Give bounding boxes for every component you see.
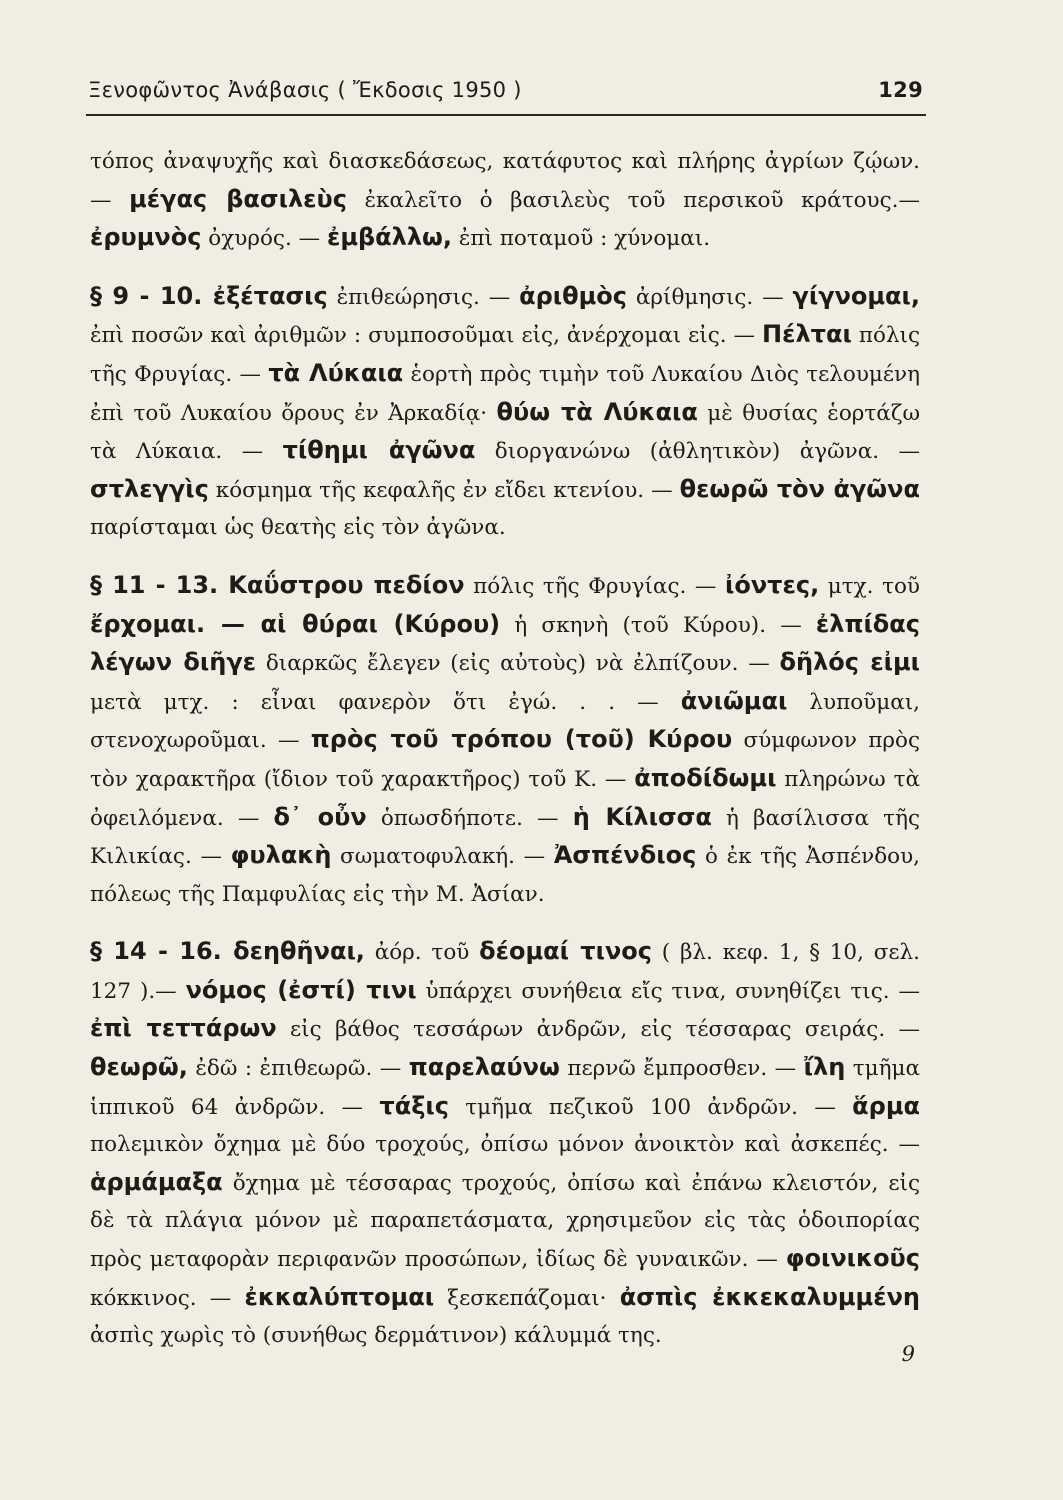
- lemma-term: ἀσπὶς ἐκκεκαλυμμένη: [619, 1282, 921, 1311]
- lemma-term: γίγνομαι,: [792, 281, 921, 310]
- gloss-text: λυποῦμαι, στενοχωροῦμαι. —: [90, 689, 920, 754]
- gloss-text: ὑπάρχει συνήθεια εἴς τινα, συνηθίζει τις. —: [416, 978, 920, 1004]
- gloss-text: ἐδῶ : ἐπιθεωρῶ. —: [187, 1056, 409, 1082]
- gloss-text: ἐπιθεώρησις. —: [327, 284, 520, 310]
- gloss-text: διαρκῶς ἔλεγεν (εἰς αὐτοὺς) νὰ ἐλπίζουν. —: [256, 651, 780, 677]
- lemma-term: Πέλται: [762, 320, 852, 349]
- lemma-term: τὰ Λύκαια: [268, 358, 404, 387]
- gloss-text: πόλις τῆς Φρυγίας. —: [90, 323, 920, 387]
- lemma-term: παρελαύνω: [408, 1053, 560, 1082]
- lemma-term: θεωρῶ τὸν ἀγῶνα: [679, 474, 921, 503]
- gloss-text: τόπος ἀναψυχῆς καὶ διασκεδάσεως, κατάφυτος καὶ πλήρης ἀγρίων ζῴων. —: [90, 149, 920, 213]
- gloss-text: εἰς βάθος τεσσάρων ἀνδρῶν, εἰς τέσσαρας σειράς. —: [276, 1017, 920, 1043]
- lemma-term: ἐκκαλύπτομαι: [244, 1282, 435, 1311]
- lemma-term: ἴλη: [803, 1053, 846, 1082]
- lemma-term: θεωρῶ,: [90, 1053, 188, 1082]
- gloss-text: μὲ θυσίας ἑορτάζω τὰ Λύκαια. —: [90, 400, 921, 465]
- printer-signature: 9: [901, 1342, 915, 1366]
- gloss-text: ἀόρ. τοῦ: [364, 940, 480, 966]
- gloss-text: ἑορτὴ πρὸς τιμὴν τοῦ Λυκαίου Διὸς τελουμένη ἐπὶ τοῦ Λυκαίου ὄρους ἐν Ἀρκαδίᾳ·: [90, 361, 920, 426]
- gloss-text: μτχ. τοῦ: [819, 573, 920, 599]
- lemma-term: θύω τὰ Λύκαια: [496, 397, 698, 426]
- lemma-term: νόμος (ἐστί) τινι: [185, 975, 417, 1004]
- paragraph: [90, 567, 920, 913]
- gloss-text: ( βλ. κεφ. 1, § 10, σελ. 127 ).—: [90, 940, 920, 1004]
- page-number: 129: [878, 78, 923, 102]
- gloss-text: παρίσταμαι ὡς θεατὴς εἰς τὸν ἀγῶνα.: [90, 515, 506, 541]
- lemma-term: ἐμβάλλω,: [326, 223, 453, 252]
- gloss-text: ἀρίθμησις. —: [627, 284, 793, 310]
- lemma-term: μέγας βασιλεὺς: [129, 184, 347, 213]
- lemma-term: § 11 - 13. Καΰστρου πεδίον: [90, 570, 465, 599]
- gloss-text: ἀσπὶς χωρὶς τὸ (συνήθως δερμάτινον) κάλυμμά της.: [90, 1323, 662, 1349]
- lemma-term: δ᾽ οὖν: [273, 802, 367, 831]
- lemma-term: § 9 - 10. ἐξέτασις: [90, 281, 328, 310]
- gloss-text: μετὰ μτχ. : εἶναι φανερὸν ὅτι ἐγώ. . . —: [90, 689, 681, 715]
- gloss-text: σύμφωνον πρὸς τὸν χαρακτῆρα (ἴδιον τοῦ χαρακτῆρος) τοῦ Κ. —: [90, 728, 920, 792]
- gloss-text: ἐπὶ ποσῶν καὶ ἀριθμῶν : συμποσοῦμαι εἰς, ἀνέρχομαι εἰς. —: [90, 323, 763, 349]
- gloss-text: διοργανώνω (ἀθλητικὸν) ἀγῶνα. —: [475, 439, 920, 465]
- lemma-term: δέομαί τινος: [479, 937, 653, 966]
- gloss-text: ὄχημα μὲ τέσσαρας τροχούς, ὀπίσω καὶ ἐπάνω κλειστόν, εἰς δὲ τὰ πλάγια μόνον μὲ παραπετάσματα, χρησιμεῦον εἰς τὰς ὁδοιπορίας πρὸς μεταφορὰν περιφανῶν προσώπων, ἰδίως δὲ γυναικῶν. —: [90, 1170, 920, 1273]
- lemma-term: ἐλπίδας λέγων διῆγε: [90, 609, 920, 677]
- lemma-term: ἀριθμὸς: [519, 281, 627, 310]
- lemma-term: ἐπὶ τεττάρων: [90, 1014, 277, 1043]
- gloss-text: ὁπωσδήποτε. —: [366, 805, 573, 831]
- gloss-text: πολεμικὸν ὄχημα μὲ δύο τροχούς, ὀπίσω μόνον ἀνοικτὸν καὶ ἀσκεπές. —: [90, 1132, 920, 1158]
- lemma-term: ἰόντες,: [724, 570, 820, 599]
- running-header: [88, 78, 923, 110]
- lemma-term: ἁρμάμαξα: [90, 1167, 223, 1196]
- lemma-term: ἔρχομαι. — αἱ θύραι (Κύρου): [90, 609, 501, 638]
- lemma-term: ἡ Κίλισσα: [572, 802, 712, 831]
- gloss-text: ἐκαλεῖτο ὁ βασιλεὺς τοῦ περσικοῦ κράτους.—: [346, 187, 920, 213]
- gloss-text: ξεσκεπάζομαι·: [434, 1285, 620, 1311]
- lemma-term: ἅρμα: [852, 1091, 920, 1120]
- gloss-text: ὁ ἐκ τῆς Ἀσπένδου, πόλεως τῆς Παμφυλίας εἰς τὴν Μ. Ἀσίαν.: [90, 844, 920, 907]
- paragraph: [90, 278, 920, 547]
- lemma-term: Ἀσπένδιος: [553, 841, 697, 870]
- running-title: Ξενοφῶντος Ἀνάβασις ( Ἔκδοσις 1950 ): [88, 78, 522, 102]
- lemma-term: § 14 - 16. δεηθῆναι,: [90, 937, 365, 966]
- gloss-text: κόσμημα τῆς κεφαλῆς ἐν εἴδει κτενίου. —: [208, 477, 680, 503]
- lemma-term: φοινικοῦς: [785, 1244, 920, 1273]
- lemma-term: πρὸς τοῦ τρόπου (τοῦ) Κύρου: [310, 725, 733, 754]
- lemma-term: στλεγγὶς: [90, 474, 209, 503]
- lemma-term: ἀποδίδωμι: [634, 763, 777, 792]
- lemma-term: τίθημι ἀγῶνα: [282, 436, 476, 465]
- gloss-text: ἡ σκηνὴ (τοῦ Κύρου). —: [500, 612, 816, 638]
- gloss-text: τμῆμα πεζικοῦ 100 ἀνδρῶν. —: [448, 1094, 853, 1120]
- header-rule: [86, 114, 926, 116]
- gloss-text: περνῶ ἔμπροσθεν. —: [559, 1056, 804, 1082]
- lemma-term: δῆλός εἰμι: [779, 648, 920, 677]
- gloss-text: ἡ βασίλισσα τῆς Κιλικίας. —: [90, 805, 920, 870]
- lemma-term: ἀνιῶμαι: [680, 686, 788, 715]
- gloss-text: πληρώνω τὰ ὀφειλόμενα. —: [90, 766, 920, 831]
- gloss-text: κόκκινος. —: [90, 1285, 245, 1311]
- gloss-text: τμῆμα ἱππικοῦ 64 ἀνδρῶν. —: [90, 1056, 920, 1120]
- paragraph: [90, 143, 920, 258]
- lemma-term: φυλακὴ: [230, 841, 332, 870]
- gloss-text: πόλις τῆς Φρυγίας. —: [464, 573, 725, 599]
- gloss-text: σωματοφυλακή. —: [331, 844, 554, 870]
- lemma-term: ἐρυμνὸς: [90, 223, 202, 252]
- commentary-text: [90, 143, 920, 1355]
- paragraph: [90, 933, 920, 1355]
- gloss-text: ἐπὶ ποταμοῦ : χύνομαι.: [452, 226, 711, 252]
- lemma-term: τάξις: [379, 1091, 449, 1120]
- gloss-text: ὀχυρός. —: [201, 226, 327, 252]
